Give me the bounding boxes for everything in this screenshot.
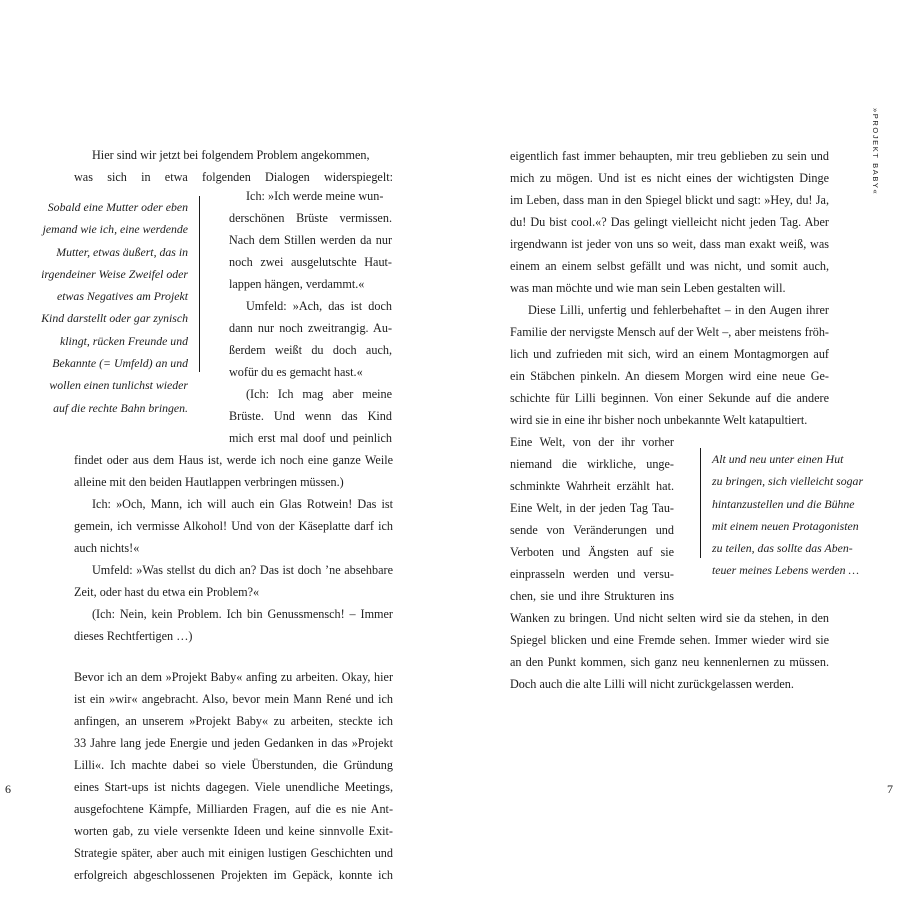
body-line: Brüste. Und wenn das Kind bbox=[229, 409, 392, 423]
body-line: lich und zufrieden mit sich, wird an einem Montagmorgen auf bbox=[510, 347, 829, 361]
body-line: (Ich: Nein, kein Problem. Ich bin Genussmensch! – Immer bbox=[92, 607, 393, 621]
body-line: mich erst mal doof und peinlich bbox=[229, 431, 392, 445]
body-line: Lilli«. Ich machte dabei so viele Überstunden, die Gründung bbox=[74, 758, 393, 772]
page-number-left: 6 bbox=[5, 782, 11, 796]
page-number-right: 7 bbox=[887, 782, 893, 796]
body-line: (Ich: Ich mag aber meine bbox=[246, 387, 392, 401]
body-line: Diese Lilli, unfertig und fehlerbehaftet – in den Augen ihrer bbox=[528, 303, 829, 317]
pull-quote-rule bbox=[199, 196, 200, 372]
pull-quote-line: zu teilen, das sollte das Aben- bbox=[712, 541, 853, 556]
body-line: im Leben, dass man in den Spiegel blickt und sagt: »Hey, du! Ja, bbox=[510, 193, 829, 207]
body-line: Ich: »Ich werde meine wun- bbox=[246, 189, 384, 203]
pull-quote-line: Bekannte (= Umfeld) an und bbox=[52, 356, 188, 371]
body-line: 33 Jahre lang jede Energie und jeden Gedanken in das »Projekt bbox=[74, 736, 393, 750]
body-line: Zeit, oder hast du etwa ein Problem?« bbox=[74, 585, 260, 599]
body-line: irgendwann ist jeder von uns so weit, dass man exakt weiß, was bbox=[510, 237, 829, 251]
pull-quote-line: klingt, rücken Freunde und bbox=[60, 333, 188, 348]
body-line: chen, sie und ihre Strukturen ins bbox=[510, 589, 674, 603]
body-line: Nach dem Stillen werden da nur bbox=[229, 233, 392, 247]
body-line: eigentlich fast immer behaupten, mir treu geblieben zu sein und bbox=[510, 149, 829, 163]
pull-quote-line: mit einem neuen Protagonisten bbox=[712, 518, 859, 533]
body-line: derschönen Brüste vermissen. bbox=[229, 211, 392, 225]
body-line: schminkte Wahrheit erzählt hat. bbox=[510, 479, 674, 493]
body-line: Familie der nervigste Mensch auf der Welt –, aber meistens fröh- bbox=[510, 325, 829, 339]
body-line: Hier sind wir jetzt bei folgendem Problem angekommen, bbox=[92, 148, 370, 162]
body-line: ausgefochtene Kämpfe, Milliarden Fragen, auf die es nie Ant- bbox=[74, 802, 393, 816]
body-line: dieses Rechtfertigen …) bbox=[74, 629, 193, 643]
pull-quote-line: wollen einen tunlichst wieder bbox=[49, 378, 188, 393]
pull-quote-line: zu bringen, sich vielleicht sogar bbox=[712, 474, 864, 489]
body-line: an den Punkt kommen, sich ganz neu kennenlernen zu müssen. bbox=[510, 655, 829, 669]
body-line: eines Start-ups ist nichts dagegen. Viele unendliche Meetings, bbox=[74, 780, 393, 794]
body-line: Umfeld: »Ach, das ist doch bbox=[246, 299, 392, 313]
pull-quote-line: Mutter, etwas äußert, das in bbox=[56, 244, 188, 259]
body-line: Eine Welt, von der ihr vorher bbox=[510, 435, 674, 449]
pull-quote-line: hintanzustellen und die Bühne bbox=[712, 496, 855, 511]
body-line: was man möchte und wie man sein Leben gestalten will. bbox=[510, 281, 786, 295]
body-line: einem an einem selbst gefällt und was nicht, und somit auch, bbox=[510, 259, 829, 273]
body-line: alleine mit den beiden Hautlappen verbringen müssen.) bbox=[74, 475, 344, 489]
body-line: Eine Welt, in der jeden Tag Tau- bbox=[510, 501, 674, 515]
body-line: sende von Veränderungen und bbox=[510, 523, 674, 537]
pull-quote-line: teuer meines Lebens werden … bbox=[712, 563, 859, 578]
body-line: Bevor ich an dem »Projekt Baby« anfing zu arbeiten. Okay, hier bbox=[74, 670, 393, 684]
body-line: einprasseln werden und versu- bbox=[510, 567, 674, 581]
pull-quote-line: etwas Negatives am Projekt bbox=[57, 289, 188, 304]
running-head: »PROJEKT BABY« bbox=[871, 108, 880, 196]
pull-quote-line: jemand wie ich, eine werdende bbox=[42, 222, 188, 237]
body-line: erfolgreich abgeschlossenen Projekten im Gepäck, konnte ich bbox=[74, 868, 393, 882]
body-line: ein Stäbchen pinkeln. An diesem Morgen wird eine neue Ge- bbox=[510, 369, 829, 383]
body-line: mich zu mögen. Und ist es nicht eines der wichtigsten Dinge bbox=[510, 171, 829, 185]
body-line: Wanken zu bringen. Und nicht selten wird sie da stehen, in den bbox=[510, 611, 829, 625]
body-line: worten gab, zu viele versenkte Ideen und keine sinnvolle Exit- bbox=[74, 824, 393, 838]
body-line: noch zwei ausgelutschte Haut- bbox=[229, 255, 392, 269]
body-line: Strategie später, aber auch mit einigen lustigen Geschichten und bbox=[74, 846, 393, 860]
pull-quote-rule bbox=[700, 448, 701, 558]
body-line: dann nur noch zweitrangig. Au- bbox=[229, 321, 392, 335]
body-line: du! Du bist cool.«? Das gelingt vielleicht nicht jeden Tag. Aber bbox=[510, 215, 829, 229]
body-line: gemein, ich vermisse Alkohol! Und von der Käseplatte darf ich bbox=[74, 519, 393, 533]
pull-quote-left bbox=[20, 196, 188, 419]
body-line: Doch auch die alte Lilli will nicht zurückgelassen werden. bbox=[510, 677, 794, 691]
body-line: lappen hängen, verdammt.« bbox=[229, 277, 365, 291]
body-line: was sich in etwa folgenden Dialogen widerspiegelt: bbox=[74, 170, 393, 184]
body-line: auch nichts!« bbox=[74, 541, 140, 555]
pull-quote-line: Kind darstellt oder gar zynisch bbox=[41, 311, 188, 326]
pull-quote-line: Alt und neu unter einen Hut bbox=[712, 452, 844, 466]
body-line: wird sie in eine ihr bisher noch unbekannte Welt katapultiert. bbox=[510, 413, 808, 427]
body-line: wofür du es gemacht hast.« bbox=[229, 365, 363, 379]
pull-quote-right bbox=[712, 448, 862, 582]
body-line: Umfeld: »Was stellst du dich an? Das ist doch ’ne absehbare bbox=[92, 563, 393, 577]
body-line: findet oder aus dem Haus ist, werde ich noch eine ganze Weile bbox=[74, 453, 393, 467]
body-line: Spiegel blicken und eine Fremde sehen. Immer wieder wird sie bbox=[510, 633, 829, 647]
body-line: niemand die wirkliche, unge- bbox=[510, 457, 674, 471]
body-line: Verboten und Ängsten auf sie bbox=[510, 545, 674, 559]
body-line: schichte für Lilli beginnen. Von einer Sekunde auf die andere bbox=[510, 391, 829, 405]
pull-quote-line: auf die rechte Bahn bringen. bbox=[53, 400, 188, 415]
pull-quote-line: Sobald eine Mutter oder eben bbox=[47, 200, 188, 214]
body-line: ist ein »wir« angebracht. Also, bevor mein Mann René und ich bbox=[74, 692, 393, 706]
body-line: Ich: »Och, Mann, ich will auch ein Glas Rotwein! Das ist bbox=[92, 497, 393, 511]
body-line: ßerdem weißt du doch auch, bbox=[229, 343, 392, 357]
pull-quote-line: irgendeiner Weise Zweifel oder bbox=[41, 266, 188, 281]
body-line: anfingen, an unserem »Projekt Baby« zu arbeiten, steckte ich bbox=[74, 714, 393, 728]
